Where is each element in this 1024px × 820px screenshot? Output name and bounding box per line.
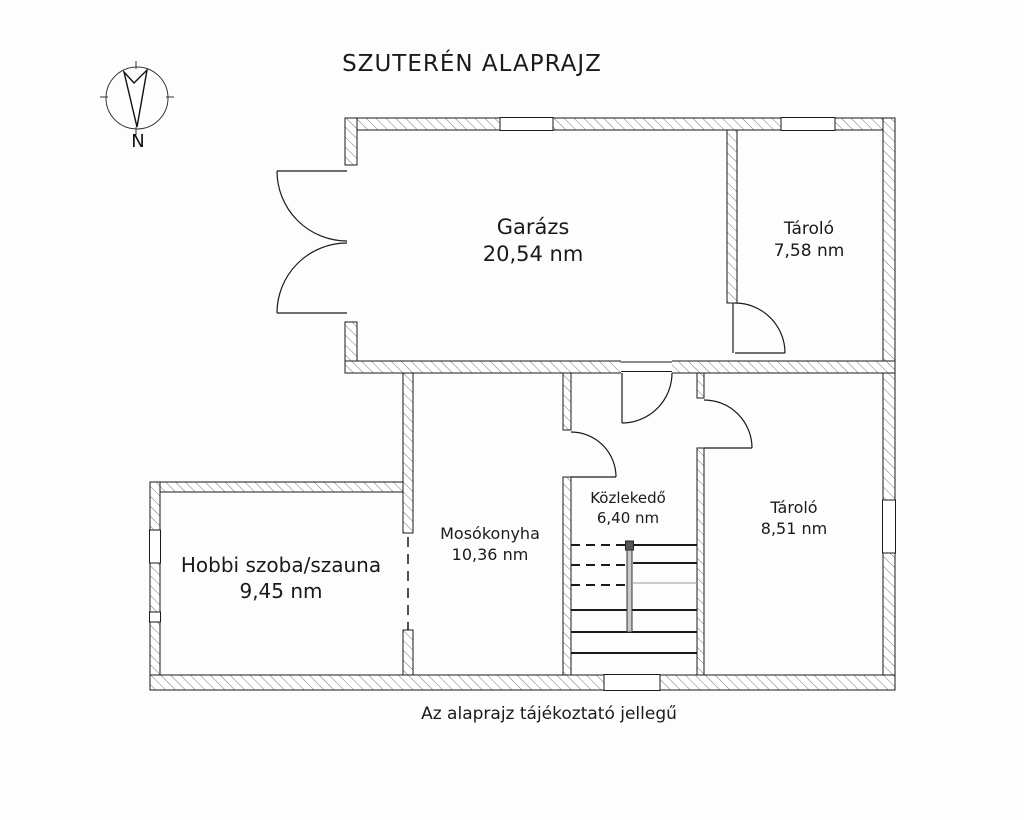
room-label-tarolo-lower xyxy=(761,498,827,540)
room-area: 8,51 nm xyxy=(760,518,828,538)
room-area: 6,40 nm xyxy=(596,508,660,527)
room-area: 7,58 nm xyxy=(773,241,845,262)
room-name: Hobbi szoba/szauna xyxy=(180,553,382,577)
wall-left-garage-upper xyxy=(345,118,357,165)
room-name: Tároló xyxy=(770,498,818,517)
room-label-hobbi-szoba xyxy=(181,552,381,604)
window-tarolo-right xyxy=(883,500,896,553)
windows xyxy=(150,118,896,691)
wall-hobbi-top xyxy=(150,482,413,492)
window-garage-top xyxy=(500,118,553,131)
garage-double-door xyxy=(277,171,347,313)
door-kozlekedo-tarolo xyxy=(704,400,752,448)
walls xyxy=(150,118,895,690)
north-arrow-icon xyxy=(100,61,174,152)
wall-kozlekedo-left-upper xyxy=(563,373,571,430)
wall-mosokonyha-left-upper xyxy=(403,373,413,533)
room-label-mosokonyha xyxy=(440,524,540,566)
stair-rail xyxy=(627,543,632,632)
room-label-garazs xyxy=(483,214,584,269)
wall-garage-tarolo-divider xyxy=(727,130,737,303)
caption: Az alaprajz tájékoztató jellegű xyxy=(421,704,677,724)
room-area: 9,45 nm xyxy=(239,579,323,603)
wall-kozlekedo-right-lower xyxy=(697,448,704,675)
opening-garage-kozlekedo xyxy=(621,361,672,374)
window-tarolo-top xyxy=(781,118,835,131)
room-name: Garázs xyxy=(496,215,570,239)
wall-hobbi-left xyxy=(150,482,160,675)
room-area: 10,36 nm xyxy=(451,544,529,564)
staircase xyxy=(571,541,697,653)
door-kozlekedo-mosokonyha xyxy=(571,432,616,477)
wall-right xyxy=(883,118,895,675)
wall-kozlekedo-right-upper xyxy=(697,373,704,398)
room-label-tarolo-top xyxy=(774,218,845,262)
room-name: Mosókonyha xyxy=(440,524,540,543)
room-label-kozlekedo xyxy=(590,489,666,528)
north-needle xyxy=(124,70,147,127)
room-name: Közlekedő xyxy=(590,489,666,507)
page-title: SZUTERÉN ALAPRAJZ xyxy=(342,51,602,77)
window-stairs-bottom xyxy=(604,675,660,691)
wall-middle xyxy=(345,361,895,373)
wall-mosokonyha-left-stub xyxy=(403,630,413,675)
window-hobbi-left-2 xyxy=(150,612,161,622)
door-garage-kozlekedo xyxy=(622,373,672,423)
north-label: N xyxy=(131,131,145,152)
room-area: 20,54 nm xyxy=(482,242,584,267)
wall-kozlekedo-left-lower xyxy=(563,477,571,675)
wall-bottom xyxy=(150,675,895,690)
room-name: Tároló xyxy=(783,219,835,239)
stair-rail-cap xyxy=(626,541,634,550)
door-garage-tarolo xyxy=(733,303,785,353)
window-hobbi-left-1 xyxy=(150,530,161,563)
